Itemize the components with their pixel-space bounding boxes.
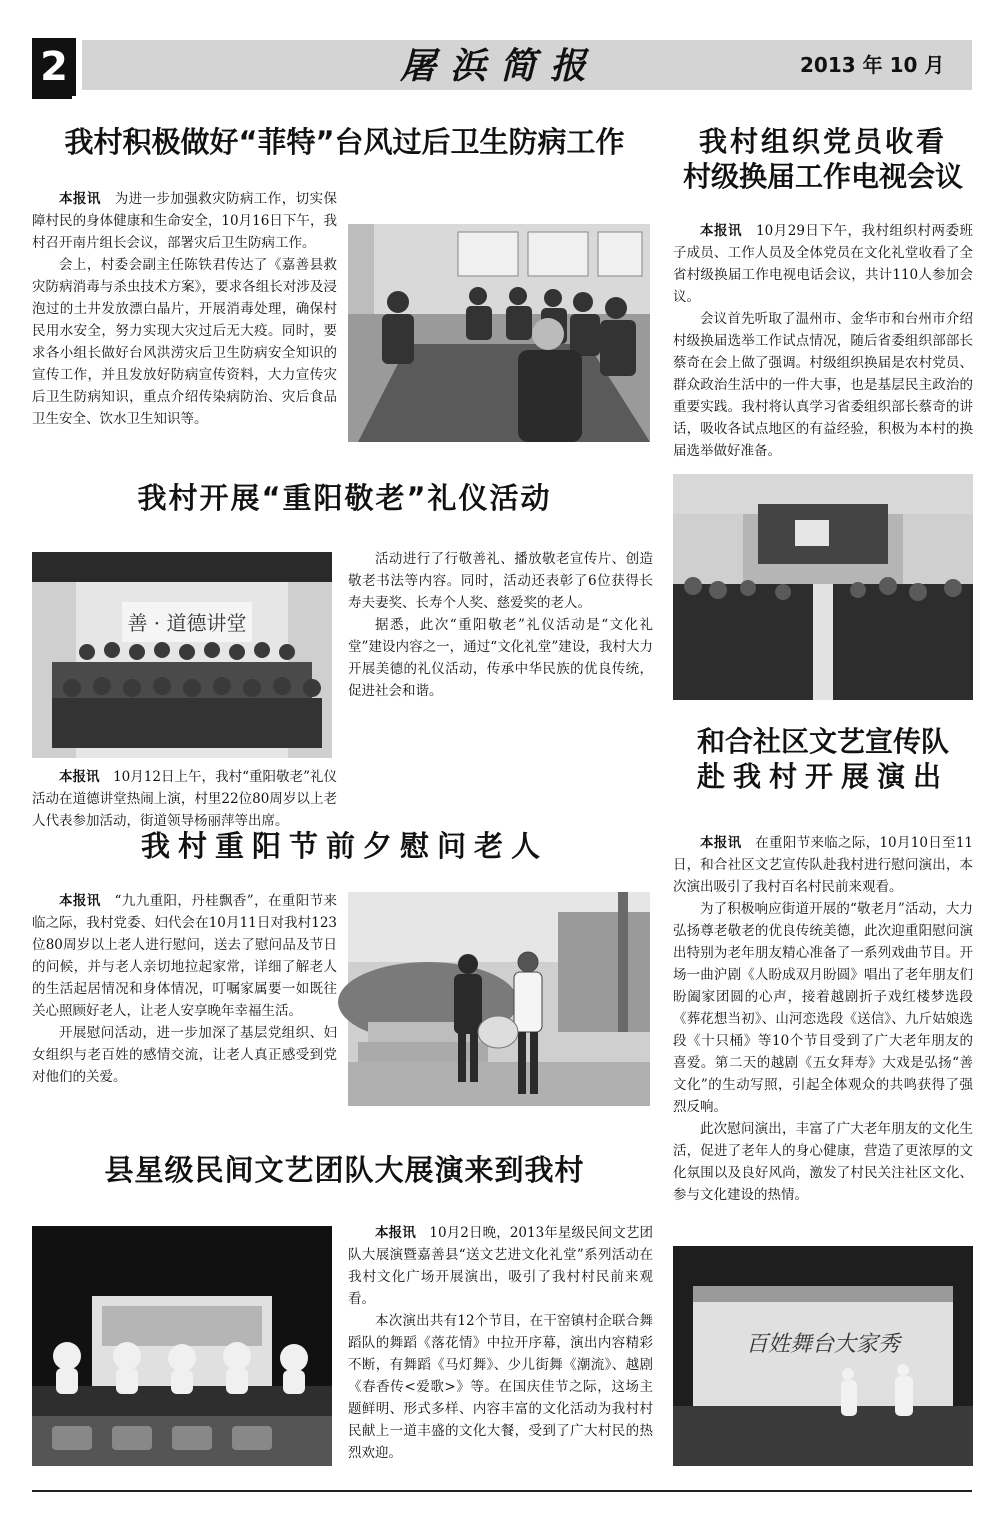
footer-rule: [32, 1490, 972, 1492]
paragraph: 会上，村委会副主任陈铁君传达了《嘉善县救灾防病消毒与杀虫技术方案》，要求各组长对涉及浸泡过的土井发放漂白晶片，开展消毒处理，确保村民用水安全，努力实现大灾过后无大疫。同时，要求各小组长做好台风洪涝灾后卫生防病安全知识的宣传工作，并且发放好防病宣传资料，大力宣传灾后卫生防病知识，重点介绍传染病防治、灾后食品卫生安全、饮水卫生知识等。: [32, 257, 337, 427]
lead-label: 本报讯: [700, 223, 743, 239]
photo-auditorium: [673, 474, 973, 700]
article-party-meeting: [673, 220, 973, 462]
stage-sign-text: 百姓舞台大家秀: [745, 1332, 901, 1357]
headline-elder-visit: 我村重阳节前夕慰问老人: [140, 829, 548, 863]
article-elder-visit: [32, 890, 337, 1112]
lead-label: 本报讯: [375, 1225, 416, 1241]
paragraph: 10月12日上午，我村“重阳敬老”礼仪活动在道德讲堂热闹上演，村里22位80周岁以上老人代表参加活动，街道领导杨丽萍等出席。: [32, 769, 338, 829]
paragraph: 在重阳节来临之际，10月10日至11日，和合社区文艺宣传队赴我村进行慰问演出，本次演出吸引了我村百名村民前来观看。: [673, 835, 974, 895]
article-typhoon-col1: [32, 188, 337, 452]
article-performance-troupe: [673, 832, 973, 1228]
article-chongyang-ceremony-cont: [348, 548, 653, 792]
headline-line: 我村组织党员收看: [698, 125, 947, 158]
paragraph: 10月29日下午，我村组织村两委班子成员、工作人员及全体党员在文化礼堂收看了全省村级换届工作电视电话会议，共计110人参加会议。: [673, 223, 974, 305]
lead-label: 本报讯: [59, 769, 100, 785]
headline-chongyang-ceremony: 我村开展“重阳敬老”礼仪活动: [137, 481, 552, 515]
photo-night-performance: [32, 1226, 332, 1466]
headline-line: 赴我村开展演出: [696, 760, 949, 793]
paragraph: 为了积极响应街道开展的“敬老月”活动，大力弘扬尊老敬老的优良传统美德，此次迎重阳慰问演出特别为老年朋友精心准备了一系列戏曲节目。开场一曲沪剧《人盼成双月盼圆》唱出了老年朋友们盼阖家团圆的心声，接着越剧折子戏红楼梦选段《葬花想当初》、山河恋选段《送信》、九斤姑娘选段《十只桶》等10个节目受到了广大老年朋友的喜爱。第二天的越剧《五女拜寿》大戏是弘扬“善文化”的生动写照，引起全体观众的共鸣获得了强烈反响。: [673, 901, 973, 1115]
lead-label: 本报讯: [700, 835, 742, 851]
photo-gift-giving: [348, 892, 650, 1106]
photo-elders-group: [32, 552, 332, 758]
headline-folk-art-showcase: 县星级民间文艺团队大展演来到我村: [104, 1153, 585, 1187]
paragraph: 为进一步加强救灾防病工作，切实保障村民的身体健康和生命安全，10月16日下午，我村召开南片组长会议，部署灾后卫生防病工作。: [32, 191, 338, 251]
article-folk-art-showcase: [348, 1222, 653, 1466]
headline-typhoon: 我村积极做好“菲特”台风过后卫生防病工作: [64, 125, 625, 159]
paragraph: 据悉，此次“重阳敬老”礼仪活动是“文化礼堂”建设内容之一，通过“文化礼堂”建设，我村大力开展美德的礼仪活动，传承中华民族的优良传统，促进社会和谐。: [348, 617, 653, 699]
paragraph: 开展慰问活动，进一步加深了基层党组织、妇女组织与老百姓的感情交流，让老人真正感受到党对他们的关爱。: [32, 1025, 337, 1085]
banner-text: 善 · 道德讲堂: [127, 611, 247, 635]
paragraph: 10月2日晚，2013年星级民间文艺团队大展演暨嘉善县“送文艺进文化礼堂”系列活动在我村文化广场开展演出，吸引了我村村民前来观看。: [348, 1225, 654, 1307]
paragraph: “九九重阳，丹桂飘香”，在重阳节来临之际，我村党委、妇代会在10月11日对我村123位80周岁以上老人进行慰问，送去了慰问品及节日的问候，并与老人亲切地拉起家常，详细了解老人的生活起居情况和身体情况，叮嘱家属要一如既往关心照顾好老人，让老人安享晚年幸福生活。: [32, 893, 337, 1019]
paragraph: 本次演出共有12个节目，在干窑镇村企联合舞蹈队的舞蹈《落花情》中拉开序幕，演出内容精彩不断，有舞蹈《马灯舞》、少儿街舞《潮流》、越剧《春香传<爱歌>》等。在国庆佳节之际，这场主题鲜明、形式多样、内容丰富的文化活动为我村村民献上一道丰盛的文化大餐，受到了广大村民的热烈欢迎。: [348, 1313, 653, 1461]
header-rule: [32, 96, 72, 99]
lead-label: 本报讯: [59, 191, 101, 207]
photo-stage-show: [673, 1246, 973, 1466]
issue-date: 2013 年 10 月: [800, 53, 945, 77]
headline-performance-troupe: [673, 724, 973, 794]
headline-line: 和合社区文艺宣传队: [696, 725, 949, 758]
photo-meeting-room: [348, 224, 650, 442]
article-chongyang-ceremony-start: [32, 766, 338, 829]
page-number: 2: [32, 38, 76, 96]
headline-line: 村级换届工作电视会议: [682, 160, 963, 193]
lead-label: 本报讯: [59, 893, 101, 909]
paragraph: 会议首先听取了温州市、金华市和台州市介绍村级换届选举工作试点情况，随后省委组织部部长蔡奇在会上做了强调。村级组织换届是农村党员、群众政治生活中的一件大事，也是基层民主政治的重要实践。我村将认真学习省委组织部长蔡奇的讲话，吸收各试点地区的有益经验，积极为本村的换届选举做好准备。: [673, 311, 973, 459]
headline-party-meeting: [673, 124, 973, 194]
masthead-title: 屠浜简报: [399, 45, 600, 87]
paragraph: 此次慰问演出，丰富了广大老年朋友的文化生活，促进了老年人的身心健康，营造了更浓厚的文化氛围以及良好风尚，激发了村民关注社区文化、参与文化建设的热情。: [673, 1121, 973, 1203]
paragraph: 活动进行了行敬善礼、播放敬老宣传片、创造敬老书法等内容。同时，活动还表彰了6位获得长寿夫妻奖、长寿个人奖、慈爱奖的老人。: [348, 551, 653, 611]
